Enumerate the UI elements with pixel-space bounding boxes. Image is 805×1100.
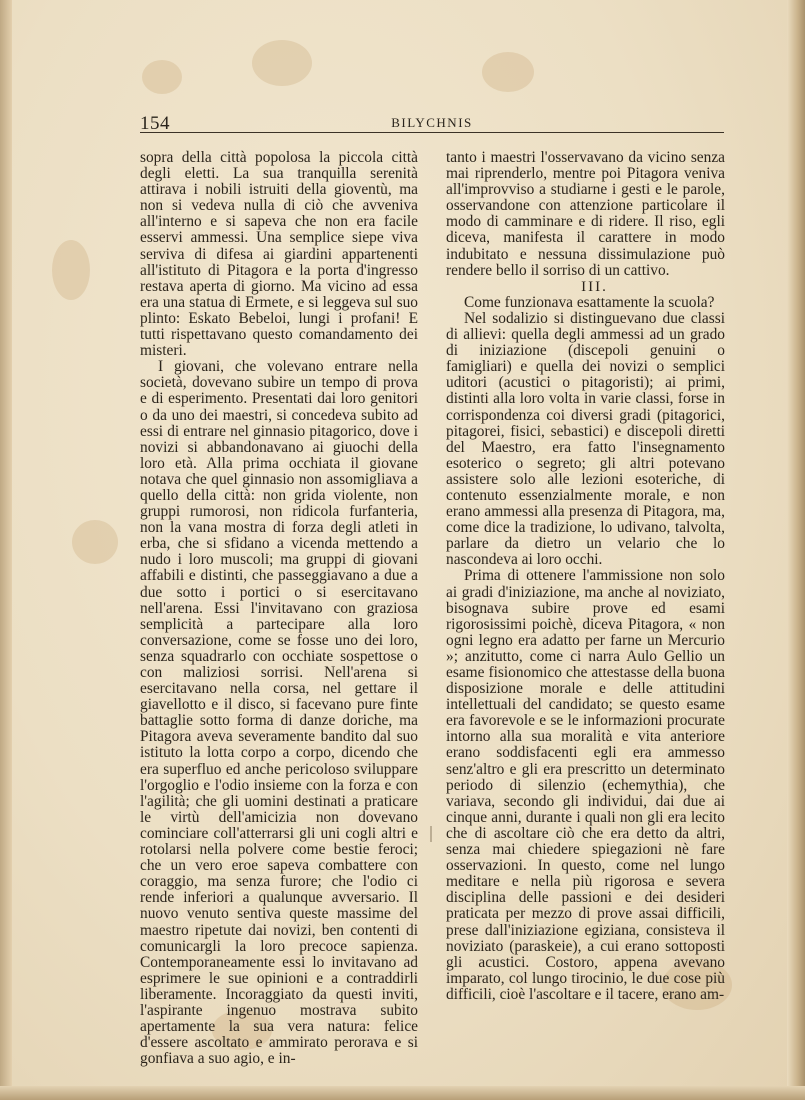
foxing-stain: [52, 240, 90, 300]
section-number: III.: [581, 278, 608, 295]
page-number: 154: [140, 113, 170, 134]
paragraph: Prima di ottenere l'ammissione non solo ai gradi d'iniziazione, ma anche al noviziato, bisognava subire prove ed esami rigorosissimi poichè, diceva Pitagora, « non ogni legno era adatto per farne un Mercurio »; anzitutto, come ci narra Aulo Gellio un esame fisionomico che attestasse della buona disposizione morale e delle attitudini intellettuali del candidato; se questo esame era favorevole e se le informazioni procurate intorno alla sua moralità e vita anteriore erano soddisfacenti egli era ammesso senz'altro e gli era prescritto un determinato periodo di silenzio (echemythia), che variava, secondo gli individui, dai due ai cinque anni, durante i quali non gli era lecito che di ascoltare ciò che era detto da altri, senza mai chiedere spiegazioni nè fare osservazioni. In questo, come nel lungo meditare e nella più rigorosa e severa disciplina delle passioni e dei desideri praticata per mezzo di prove assai difficili, prese dall'iniziazione egiziana, consisteva il noviziato (paraskeie), a cui erano sottoposti gli acustici. Costoro, appena avevano imparato, col lungo tirocinio, le due cose più difficili, cioè l'ascoltare e il tacere, erano am-: [446, 567, 725, 1003]
right-column: [446, 150, 725, 1003]
scan-left-edge: [0, 0, 12, 1100]
paragraph: I giovani, che volevano entrare nella società, dovevano subire un tempo di prova e di esperimento. Presentati dai loro genitori o da uno dei maestri, si concedeva subito ad essi di entrare nel ginnasio pitagorico, dove i novizi si abbandonavano ai giuochi della loro età. Alla prima occhiata il giovane notava che quel ginnasio non assomigliava a quello della città: non grida violente, non gruppi rumorosi, non ridicola furfanteria, non la vana mostra di forza degli atleti in erba, che si sfidano a vicenda mettendo a nudo i loro muscoli; ma gruppi di giovani affabili e distinti, che passeggiavano a due a due sotto i portici o si esercitavano nell'arena. Essi l'invitavano con graziosa semplicità a partecipare alla loro conversazione, come se fosse uno dei loro, senza squadrarlo con occhiate sospettose o con maliziosi sorrisi. Nell'arena si esercitavano nella corsa, nel gettare il giavellotto e il disco, si facevano pure finte battaglie sotto forma di danze doriche, ma Pitagora aveva severamente bandito dal suo istituto la lotta corpo a corpo, dicendo che era superfluo ed anche pericoloso sviluppare l'orgoglio e l'odio insieme con la forza e con l'agilità; che gli uomini destinati a praticare le virtù dell'amicizia non dovevano cominciare coll'atterrarsi gli uni cogli altri e rotolarsi nella polvere come bestie feroci; che un vero eroe sapeva combattere con coraggio, ma senza furore; che l'odio ci rende inferiori a qualunque avversario. Il nuovo venuto sentiva queste massime del maestro ripetute dai novizi, ben contenti di comunicargli la loro precoce sapienza. Contemporaneamente essi lo invitavano ad esprimere le sue opinioni e a contraddirli liberamente. Incoraggiato da questi inviti, l'aspirante ingenuo mostrava subito apertamente la sua vera natura: felice d'essere ascoltato e ammirato perorava e si gonfiava a suo agio, e in-: [140, 358, 418, 1068]
header-rule: [140, 132, 724, 133]
running-head: BILYCHNIS: [391, 115, 473, 130]
paragraph: sopra della città popolosa la piccola città degli eletti. La sua tranquilla serenità attirava i nobili istruiti della gioventù, ma non si vedeva nulla di ciò che avveniva all'interno e si sapeva che non era facile esservi ammessi. Una semplice siepe viva serviva di difesa ai giardini appartenenti all'istituto di Pitagora e la porta d'ingresso restava aperta di giorno. Ma vicino ad essa era una statua di Ermete, e si leggeva sul suo plinto: Eskato Bebeloi, lungi i profani! E tutti rispettavano questo comandamento dei misteri.: [140, 149, 418, 360]
foxing-stain: [72, 520, 118, 564]
foxing-stain: [482, 52, 534, 92]
left-column: [140, 150, 418, 1067]
paragraph: Come funzionava esattamente la scuola?: [464, 293, 715, 311]
gutter-mark: [430, 826, 432, 842]
paragraph-continued: tanto i maestri l'osservavano da vicino senza mai riprenderlo, mentre poi Pitagora veniva all'improvviso a studiarne i gesti e le parole, osservandone con attenzione particolare il modo di camminare e di ridere. Il riso, egli diceva, manifesta il carattere in modo indubitato e nessuna dissimulazione può rendere bello il sorriso di un cattivo.: [446, 149, 725, 279]
scan-right-edge: [787, 0, 805, 1100]
foxing-stain: [252, 40, 312, 86]
foxing-stain: [142, 60, 182, 94]
scan-bottom-edge: [0, 1086, 805, 1100]
paragraph: Nel sodalizio si distinguevano due classi di allievi: quella degli ammessi ad un grado di iniziazione (discepoli genuini o famigliari) e quella dei novizi o semplici uditori (acustici o pitagoristi); ai primi, distinti alla loro volta in varie classi, forse in corrispondenza coi diversi gradi (pitagorici, pitagorei, fisici, sebastici) e discepoli diretti del Maestro, era fatto l'insegnamento esoterico o segreto; gli altri potevano assistere solo alle lezioni esoteriche, di contenuto essenzialmente morale, e non erano ammessi alla presenza di Pitagora, ma, come dice la tradizione, lo udivano, talvolta, parlare da dietro un velario che lo nascondeva ai loro occhi.: [446, 309, 725, 569]
